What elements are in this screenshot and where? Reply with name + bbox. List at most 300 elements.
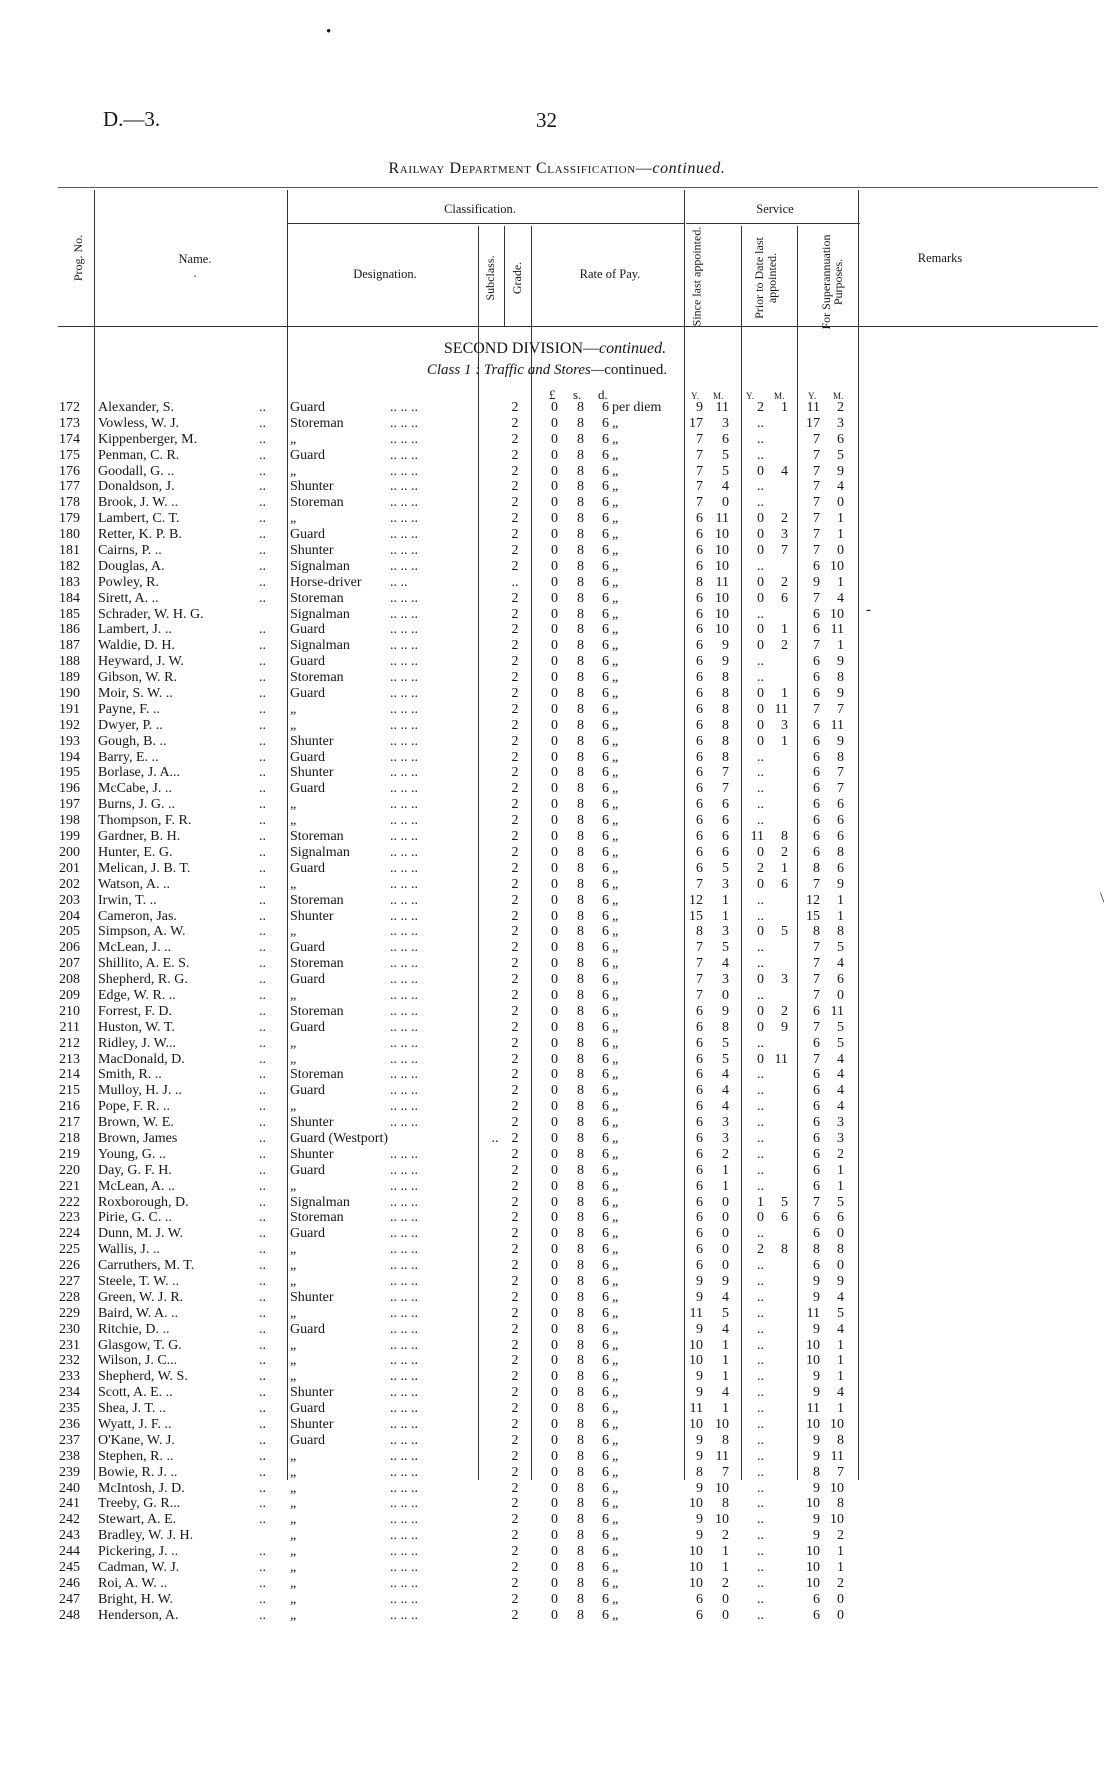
cell-prog-no: 227 (59, 1273, 80, 1289)
cell-pay-period: „ (612, 1242, 619, 1258)
cell-designation: „ (290, 1305, 297, 1321)
cell-pay-shillings: 8 (577, 1448, 584, 1464)
cell-pay-shillings: 8 (577, 860, 584, 876)
cell-pay-period: „ (612, 1544, 619, 1560)
cell-prior-years: .. (757, 1305, 764, 1321)
cell-prior-years: .. (757, 1512, 764, 1528)
cell-since-years: 8 (696, 574, 703, 590)
cell-pay-shillings: 8 (577, 1512, 584, 1528)
cell-designation: Shunter (290, 543, 334, 559)
cell-pay-shillings: 8 (577, 844, 584, 860)
cell-prior-years: .. (757, 1591, 764, 1607)
cell-since-years: 10 (689, 1496, 703, 1512)
cell-pay-pence: 6 (602, 1448, 609, 1464)
cell-name: Dwyer, P. .. (98, 717, 163, 733)
cell-super-months: 4 (837, 1083, 844, 1099)
cell-grade: .. (511, 574, 519, 590)
unit-m3: M. (833, 391, 845, 401)
cell-since-months: 3 (722, 415, 729, 431)
table-row (0, 1544, 1114, 1560)
cell-pay-period: „ (612, 1607, 619, 1623)
cell-pay-pence: 6 (602, 1353, 609, 1369)
cell-since-months: 10 (715, 558, 729, 574)
cell-grade: 2 (511, 1448, 519, 1464)
table-row (0, 1099, 1114, 1115)
cell-pay-pence: 6 (602, 1369, 609, 1385)
cell-since-months: 3 (722, 972, 729, 988)
cell-since-years: 11 (689, 1401, 703, 1417)
header-designation: Designation. (353, 267, 417, 281)
cell-designation-leader: .. .. .. (390, 844, 418, 860)
cell-pay-period: per diem (612, 400, 662, 415)
cell-name-leader: .. (259, 1496, 266, 1512)
cell-pay-pounds: 0 (551, 1496, 558, 1512)
cell-pay-pence: 6 (602, 1591, 609, 1607)
table-row (0, 1210, 1114, 1226)
cell-since-months: 1 (722, 1369, 729, 1385)
cell-pay-pence: 6 (602, 686, 609, 702)
cell-prog-no: 173 (59, 415, 80, 431)
cell-since-months: 4 (722, 1321, 729, 1337)
table-row (0, 718, 1114, 734)
cell-name-leader: .. (259, 1146, 266, 1162)
cell-designation: Storeman (290, 590, 344, 606)
cell-pay-pounds: 0 (551, 1560, 558, 1576)
cell-since-years: 12 (689, 892, 703, 908)
cell-designation: „ (290, 1480, 297, 1496)
cell-since-months: 1 (722, 1401, 729, 1417)
cell-grade: 2 (511, 829, 519, 845)
cell-super-months: 4 (837, 479, 844, 495)
cell-designation-leader: .. .. .. (390, 463, 418, 479)
cell-super-years: 6 (813, 1115, 820, 1131)
cell-name-leader: .. (259, 1448, 266, 1464)
cell-super-months: 4 (837, 1067, 844, 1083)
cell-name-leader: .. (259, 892, 266, 908)
cell-name-leader: .. (259, 447, 266, 463)
cell-name-leader: .. (259, 543, 266, 559)
cell-since-years: 6 (696, 1019, 703, 1035)
cell-super-years: 7 (813, 463, 820, 479)
cell-designation-leader: .. .. .. (390, 733, 418, 749)
cell-pay-pence: 6 (602, 1544, 609, 1560)
cell-pay-pence: 6 (602, 797, 609, 813)
table-row (0, 1131, 1114, 1147)
cell-pay-pounds: 0 (551, 606, 558, 622)
cell-name: Stewart, A. E. (98, 1512, 177, 1528)
cell-since-years: 6 (696, 701, 703, 717)
cell-super-months: 1 (837, 527, 844, 543)
cell-name-leader: .. (259, 1067, 266, 1083)
cell-designation: „ (290, 431, 297, 447)
cell-pay-period: „ (612, 1401, 619, 1417)
cell-super-years: 7 (813, 511, 820, 527)
table-row (0, 1052, 1114, 1068)
cell-super-years: 6 (813, 797, 820, 813)
cell-prog-no: 221 (59, 1178, 80, 1194)
cell-designation: Storeman (290, 956, 344, 972)
cell-super-months: 7 (837, 765, 844, 781)
cell-prog-no: 240 (59, 1480, 80, 1496)
cell-prior-years: 0 (757, 1051, 764, 1067)
cell-pay-pence: 6 (602, 479, 609, 495)
cell-name-leader: .. (259, 495, 266, 511)
cell-prog-no: 203 (59, 892, 80, 908)
cell-pay-pounds: 0 (551, 495, 558, 511)
cell-super-years: 7 (813, 940, 820, 956)
cell-prog-no: 238 (59, 1448, 80, 1464)
cell-super-months: 4 (837, 1289, 844, 1305)
cell-pay-period: „ (612, 447, 619, 463)
cell-designation-leader: .. .. .. (390, 1115, 418, 1131)
cell-prior-years: 0 (757, 876, 764, 892)
cell-super-years: 6 (813, 1162, 820, 1178)
cell-super-years: 8 (813, 860, 820, 876)
cell-pay-pence: 6 (602, 590, 609, 606)
page-title (0, 160, 1114, 178)
cell-prior-years: 11 (750, 829, 764, 845)
cell-name: Ritchie, D. .. (98, 1321, 170, 1337)
cell-super-months: 9 (837, 686, 844, 702)
cell-designation-leader: .. .. .. (390, 924, 418, 940)
cell-super-months: 4 (837, 1051, 844, 1067)
cell-prog-no: 186 (59, 622, 80, 638)
cell-designation: Guard (290, 447, 325, 463)
cell-pay-shillings: 8 (577, 686, 584, 702)
cell-prog-no: 220 (59, 1162, 80, 1178)
cell-grade: 2 (511, 987, 519, 1003)
cell-prior-months: 1 (781, 686, 788, 702)
cell-name: Stephen, R. .. (98, 1448, 174, 1464)
cell-since-years: 9 (696, 1448, 703, 1464)
cell-designation: „ (290, 1369, 297, 1385)
header-classification: Classification. (444, 202, 516, 216)
table-row (0, 1417, 1114, 1433)
cell-prog-no: 201 (59, 860, 80, 876)
cell-super-years: 6 (813, 733, 820, 749)
cell-since-months: 5 (722, 463, 729, 479)
cell-pay-pence: 6 (602, 558, 609, 574)
cell-since-years: 7 (696, 940, 703, 956)
cell-pay-shillings: 8 (577, 1321, 584, 1337)
cell-designation: Shunter (290, 1417, 334, 1432)
cell-designation: „ (290, 1258, 297, 1274)
table-row (0, 1465, 1114, 1481)
cell-grade: 2 (511, 1369, 519, 1385)
cell-pay-pence: 6 (602, 1019, 609, 1035)
cell-super-years: 6 (813, 1178, 820, 1194)
cell-prog-no: 232 (59, 1353, 80, 1369)
cell-pay-pounds: 0 (551, 670, 558, 686)
cell-super-months: 4 (837, 1385, 844, 1401)
cell-pay-pence: 6 (602, 1194, 609, 1210)
table-row (0, 559, 1114, 575)
cell-super-years: 6 (813, 1083, 820, 1099)
cell-pay-period: „ (612, 1130, 619, 1146)
cell-grade: 2 (511, 1210, 519, 1226)
cell-since-months: 8 (722, 686, 729, 702)
cell-since-months: 0 (722, 1226, 729, 1242)
cell-pay-pounds: 0 (551, 431, 558, 447)
cell-name-leader: .. (259, 940, 266, 956)
table-row (0, 781, 1114, 797)
cell-name-leader: .. (259, 686, 266, 702)
cell-name-leader: .. (259, 1273, 266, 1289)
table-row (0, 1401, 1114, 1417)
cell-pay-pounds: 0 (551, 622, 558, 638)
cell-since-years: 6 (696, 1178, 703, 1194)
cell-prior-months: 1 (781, 622, 788, 638)
cell-prior-months: 3 (781, 972, 788, 988)
cell-designation: Storeman (290, 1003, 344, 1019)
cell-since-years: 10 (689, 1544, 703, 1560)
cell-pay-pence: 6 (602, 400, 609, 415)
cell-designation: „ (290, 797, 297, 813)
cell-prog-no: 181 (59, 543, 80, 559)
cell-pay-pounds: 0 (551, 701, 558, 717)
cell-pay-shillings: 8 (577, 511, 584, 527)
cell-since-months: 6 (722, 844, 729, 860)
cell-designation: „ (290, 1544, 297, 1560)
cell-prior-months: 7 (781, 543, 788, 559)
cell-pay-period: „ (612, 1464, 619, 1480)
cell-prior-years: .. (757, 1115, 764, 1131)
cell-pay-shillings: 8 (577, 1258, 584, 1274)
cell-designation-leader: .. .. .. (390, 829, 418, 845)
cell-prior-years: .. (757, 1083, 764, 1099)
cell-pay-pounds: 0 (551, 924, 558, 940)
cell-since-years: 8 (696, 1464, 703, 1480)
cell-pay-pounds: 0 (551, 987, 558, 1003)
cell-grade: 2 (511, 479, 519, 495)
title-continued: continued. (652, 160, 726, 177)
cell-name: Pirie, G. C. .. (98, 1210, 172, 1226)
cell-prior-months: 4 (781, 463, 788, 479)
cell-grade: 2 (511, 511, 519, 527)
cell-designation-leader: .. .. .. (390, 1051, 418, 1067)
cell-since-years: 6 (696, 1226, 703, 1242)
cell-prog-no: 224 (59, 1226, 80, 1242)
cell-pay-shillings: 8 (577, 1003, 584, 1019)
cell-prior-years: 2 (757, 860, 764, 876)
cell-designation: Guard (Westport) (290, 1130, 389, 1146)
cell-grade: 2 (511, 1607, 519, 1623)
table-row (0, 750, 1114, 766)
cell-name-leader: .. (259, 733, 266, 749)
cell-pay-pounds: 0 (551, 558, 558, 574)
cell-super-years: 7 (813, 701, 820, 717)
cell-since-years: 9 (696, 1369, 703, 1385)
unit-m2: M. (774, 391, 786, 401)
cell-pay-pounds: 0 (551, 1417, 558, 1432)
table-row (0, 1322, 1114, 1338)
cell-super-years: 8 (813, 924, 820, 940)
cell-pay-period: „ (612, 1226, 619, 1242)
cell-grade: 2 (511, 876, 519, 892)
page-number: 32 (536, 108, 557, 132)
cell-super-years: 10 (806, 1560, 820, 1576)
cell-prior-years: 0 (757, 701, 764, 717)
cell-name: Henderson, A. (98, 1607, 179, 1623)
cell-grade: 2 (511, 733, 519, 749)
cell-super-years: 6 (813, 1130, 820, 1146)
cell-prog-no: 187 (59, 638, 80, 654)
cell-name-leader: .. (259, 1432, 266, 1448)
cell-prog-no: 233 (59, 1369, 80, 1385)
cell-prior-years: .. (757, 479, 764, 495)
cell-name-leader: .. (259, 1226, 266, 1242)
cell-pay-shillings: 8 (577, 1417, 584, 1432)
cell-super-months: 7 (837, 701, 844, 717)
cell-name-leader: .. (259, 1003, 266, 1019)
cell-prior-months: 8 (781, 829, 788, 845)
cell-pay-pounds: 0 (551, 1464, 558, 1480)
cell-designation-leader: .. .. .. (390, 1242, 418, 1258)
cell-name: Cairns, P. .. (98, 543, 162, 559)
table-row (0, 511, 1114, 527)
cell-pay-period: „ (612, 1417, 619, 1432)
cell-pay-shillings: 8 (577, 1289, 584, 1305)
cell-designation: Shunter (290, 479, 334, 495)
cell-pay-pence: 6 (602, 781, 609, 797)
cell-designation: „ (290, 1273, 297, 1289)
cell-super-years: 6 (813, 1607, 820, 1623)
cell-super-years: 9 (813, 1512, 820, 1528)
cell-pay-shillings: 8 (577, 829, 584, 845)
cell-pay-period: „ (612, 1512, 619, 1528)
cell-since-months: 4 (722, 1289, 729, 1305)
cell-prog-no: 197 (59, 797, 80, 813)
cell-designation: „ (290, 1591, 297, 1607)
cell-grade: 2 (511, 781, 519, 797)
cell-since-months: 7 (722, 1464, 729, 1480)
cell-pay-pence: 6 (602, 765, 609, 781)
cell-super-months: 11 (830, 622, 844, 638)
division-text: SECOND DIVISION— (443, 340, 599, 357)
cell-grade: 2 (511, 1417, 519, 1432)
cell-super-months: 0 (837, 543, 844, 559)
cell-pay-pence: 6 (602, 1432, 609, 1448)
cell-pay-pounds: 0 (551, 1003, 558, 1019)
cell-pay-pence: 6 (602, 1258, 609, 1274)
cell-since-months: 11 (715, 511, 729, 527)
cell-pay-pence: 6 (602, 987, 609, 1003)
cell-since-months: 6 (722, 829, 729, 845)
cell-prior-months: 3 (781, 527, 788, 543)
cell-super-years: 9 (813, 1321, 820, 1337)
cell-pay-period: „ (612, 1321, 619, 1337)
cell-designation-leader: .. .. .. (390, 400, 418, 415)
cell-name: Shepherd, W. S. (98, 1369, 188, 1385)
cell-since-months: 7 (722, 781, 729, 797)
cell-name-leader: .. (259, 1464, 266, 1480)
cell-pay-shillings: 8 (577, 574, 584, 590)
cell-prog-no: 239 (59, 1464, 80, 1480)
cell-grade: 2 (511, 622, 519, 638)
cell-super-years: 6 (813, 622, 820, 638)
cell-designation: „ (290, 813, 297, 829)
cell-designation: „ (290, 1051, 297, 1067)
cell-pay-pence: 6 (602, 972, 609, 988)
cell-pay-shillings: 8 (577, 1528, 584, 1544)
cell-pay-period: „ (612, 1083, 619, 1099)
cell-prior-years: .. (757, 956, 764, 972)
table-row (0, 591, 1114, 607)
cell-pay-pounds: 0 (551, 511, 558, 527)
cell-prior-months: 5 (781, 1194, 788, 1210)
cell-name-leader: .. (259, 829, 266, 845)
cell-pay-pounds: 0 (551, 1528, 558, 1544)
cell-name-leader: .. (259, 590, 266, 606)
cell-pay-pounds: 0 (551, 1083, 558, 1099)
cell-prog-no: 215 (59, 1083, 80, 1099)
cell-pay-pounds: 0 (551, 972, 558, 988)
cell-prog-no: 176 (59, 463, 80, 479)
cell-prior-months: 2 (781, 638, 788, 654)
cell-designation-leader: .. .. .. (390, 1337, 418, 1353)
cell-since-months: 10 (715, 1480, 729, 1496)
cell-pay-pounds: 0 (551, 1512, 558, 1528)
cell-pay-period: „ (612, 511, 619, 527)
cell-since-years: 10 (689, 1417, 703, 1432)
cell-since-months: 1 (722, 1353, 729, 1369)
cell-super-months: 3 (837, 415, 844, 431)
cell-prior-years: .. (757, 749, 764, 765)
table-row (0, 829, 1114, 845)
cell-super-months: 1 (837, 908, 844, 924)
cell-name: Huston, W. T. (98, 1019, 175, 1035)
cell-prog-no: 226 (59, 1258, 80, 1274)
cell-prior-years: 0 (757, 1003, 764, 1019)
cell-name-leader: .. (259, 797, 266, 813)
cell-prog-no: 205 (59, 924, 80, 940)
cell-name: Bowie, R. J. .. (98, 1464, 178, 1480)
cell-pay-pence: 6 (602, 1051, 609, 1067)
cell-since-years: 6 (696, 1035, 703, 1051)
cell-pay-period: „ (612, 1289, 619, 1305)
cell-pay-period: „ (612, 622, 619, 638)
cell-prior-years: .. (757, 797, 764, 813)
cell-pay-pence: 6 (602, 1337, 609, 1353)
cell-designation: Guard (290, 940, 325, 956)
cell-super-months: 8 (837, 749, 844, 765)
cell-pay-pence: 6 (602, 622, 609, 638)
cell-since-months: 1 (722, 1337, 729, 1353)
cell-super-months: 2 (837, 1528, 844, 1544)
cell-prior-months: 8 (781, 1242, 788, 1258)
cell-name: Gough, B. .. (98, 733, 167, 749)
cell-pay-pounds: 0 (551, 463, 558, 479)
cell-name: Shea, J. T. .. (98, 1401, 166, 1417)
cell-pay-pounds: 0 (551, 1575, 558, 1591)
cell-pay-pence: 6 (602, 1035, 609, 1051)
cell-designation-leader: .. .. .. (390, 1210, 418, 1226)
header-name-mark: . (193, 266, 197, 280)
cell-since-years: 7 (696, 972, 703, 988)
cell-pay-period: „ (612, 606, 619, 622)
cell-prog-no: 235 (59, 1401, 80, 1417)
cell-pay-pounds: 0 (551, 400, 558, 415)
cell-pay-pence: 6 (602, 1146, 609, 1162)
cell-since-years: 10 (689, 1353, 703, 1369)
cell-pay-shillings: 8 (577, 1385, 584, 1401)
cell-pay-period: „ (612, 654, 619, 670)
cell-grade: 2 (511, 1544, 519, 1560)
cell-super-years: 9 (813, 1385, 820, 1401)
cell-name: Schrader, W. H. G. (98, 606, 204, 622)
table-row (0, 686, 1114, 702)
cell-super-months: 11 (830, 717, 844, 733)
